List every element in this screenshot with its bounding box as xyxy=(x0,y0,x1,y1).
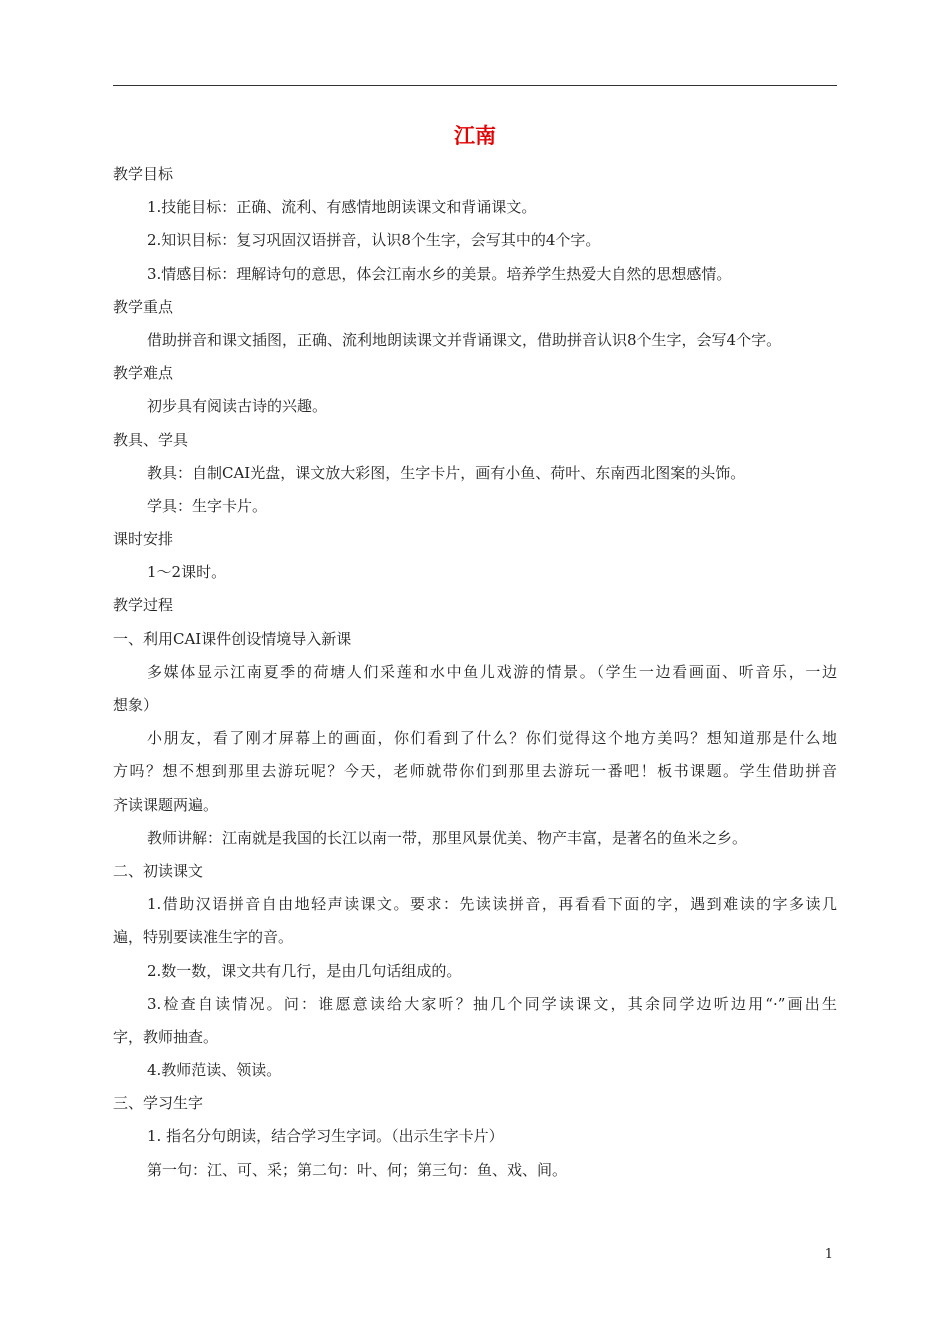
page-number: 1 xyxy=(824,1247,833,1262)
paragraph-line: 3.检查自读情况。问：谁愿意读给大家听？抽几个同学读课文，其余同学边听边用“·”画出生 xyxy=(147,994,837,1013)
paragraph-line: 4.教师范读、领读。 xyxy=(147,1061,282,1080)
heading-line: 方吗？想不想到那里去游玩呢？今天，老师就带你们到那里去游玩一番吧！板书课题。学生借助拼音 xyxy=(113,762,837,781)
paragraph-line: 小朋友，看了刚才屏幕上的画面，你们看到了什么？你们觉得这个地方美吗？想知道那是什么地 xyxy=(147,729,837,748)
heading-line: 教学过程 xyxy=(113,596,174,615)
document-body xyxy=(113,158,837,1187)
heading-line: 三、学习生字 xyxy=(113,1094,204,1113)
paragraph-line: 1～2课时。 xyxy=(147,563,227,582)
paragraph-line: 1. 指名分句朗读，结合学习生字词。（出示生字卡片） xyxy=(147,1127,504,1146)
paragraph-line: 多媒体显示江南夏季的荷塘人们采莲和水中鱼儿戏游的情景。（学生一边看画面、听音乐，一边 xyxy=(147,662,837,681)
heading-line: 教具、学具 xyxy=(113,430,189,449)
paragraph-line: 2.数一数，课文共有几行，是由几句话组成的。 xyxy=(147,961,462,980)
heading-line: 遍，特别要读准生字的音。 xyxy=(113,928,294,947)
document-title: 江南 xyxy=(454,124,496,148)
paragraph-line: 第一句：江、可、采；第二句：叶、何；第三句：鱼、戏、间。 xyxy=(147,1160,568,1179)
header-rule xyxy=(113,85,837,86)
paragraph-line: 初步具有阅读古诗的兴趣。 xyxy=(147,397,328,416)
heading-line: 二、初读课文 xyxy=(113,861,204,880)
heading-line: 齐读课题两遍。 xyxy=(113,795,219,814)
paragraph-line: 教师讲解：江南就是我国的长江以南一带，那里风景优美、物产丰富，是著名的鱼米之乡。 xyxy=(147,828,748,847)
heading-line: 课时安排 xyxy=(113,530,174,549)
heading-line: 字，教师抽查。 xyxy=(113,1027,219,1046)
paragraph-line: 1.借助汉语拼音自由地轻声读课文。要求：先读读拼音，再看看下面的字，遇到难读的字多读几 xyxy=(147,895,837,914)
paragraph-line: 2.知识目标：复习巩固汉语拼音，认识8个生字，会写其中的4个字。 xyxy=(147,231,601,250)
heading-line: 想象） xyxy=(113,696,159,714)
heading-line: 教学重点 xyxy=(113,297,174,316)
heading-line: 教学难点 xyxy=(113,364,174,383)
paragraph-line: 3.情感目标：理解诗句的意思，体会江南水乡的美景。培养学生热爱大自然的思想感情。 xyxy=(147,264,732,283)
paragraph-line: 学具：生字卡片。 xyxy=(147,496,268,515)
paragraph-line: 借助拼音和课文插图，正确、流利地朗读课文并背诵课文，借助拼音认识8个生字，会写4个字。 xyxy=(147,330,782,349)
paragraph-line: 1.技能目标：正确、流利、有感情地朗读课文和背诵课文。 xyxy=(147,198,537,217)
heading-line: 一、利用CAI课件创设情境导入新课 xyxy=(113,629,352,648)
paragraph-line: 教具：自制CAI光盘，课文放大彩图，生字卡片，画有小鱼、荷叶、东南西北图案的头饰。 xyxy=(147,463,746,482)
heading-line: 教学目标 xyxy=(113,165,174,183)
